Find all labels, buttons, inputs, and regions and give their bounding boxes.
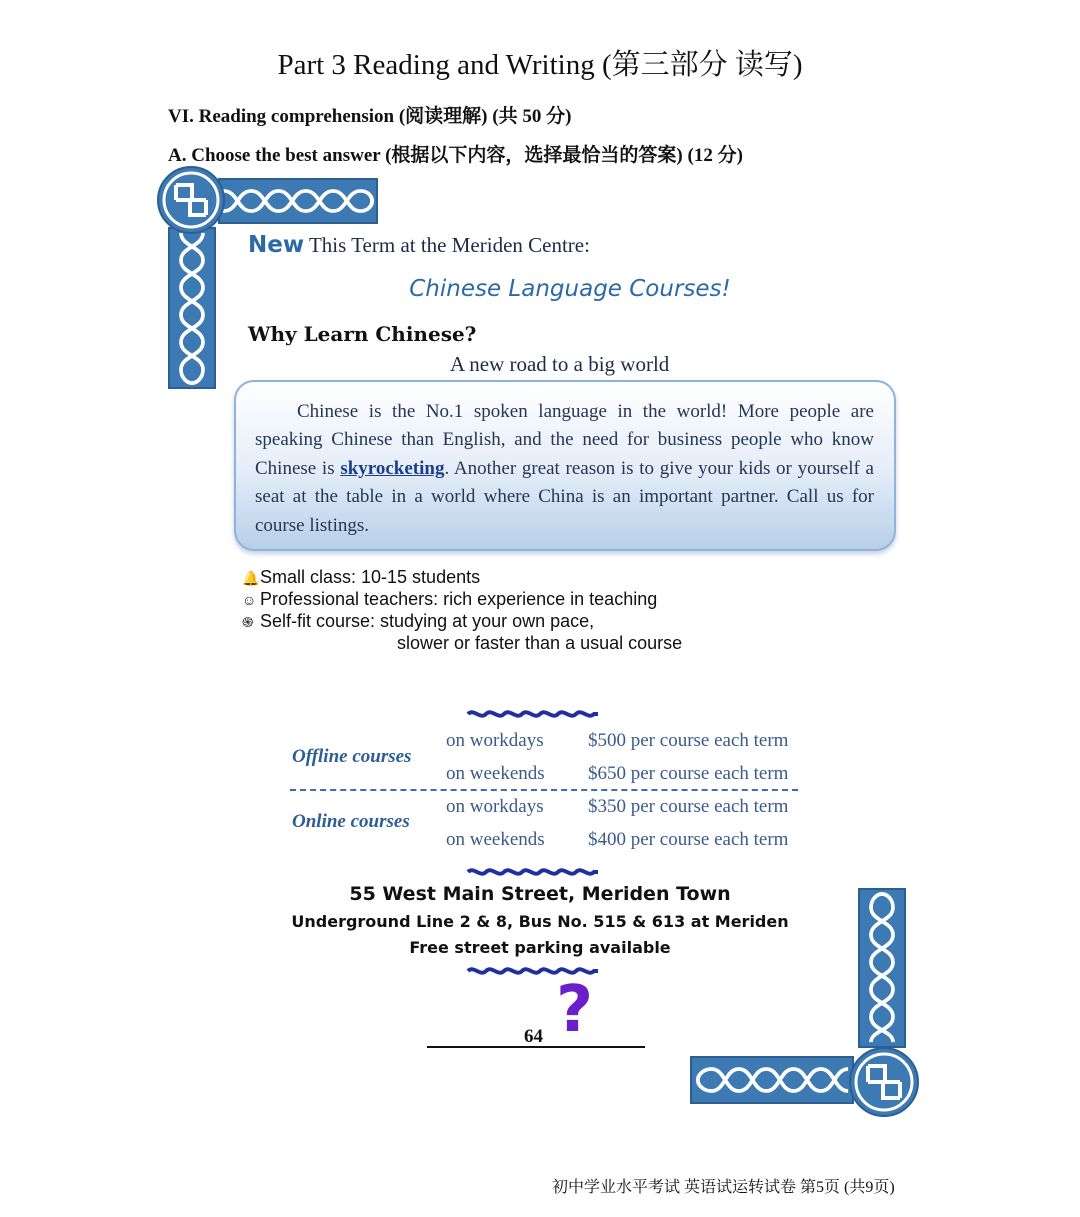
- price-when: on workdays: [446, 730, 544, 751]
- swirl-icon: ֍: [242, 614, 254, 630]
- price-when: on weekends: [446, 763, 545, 784]
- online-courses-label: Online courses: [292, 811, 410, 832]
- section-heading: VI. Reading comprehension (阅读理解) (共 50 分): [168, 106, 572, 127]
- intro-part1: Chinese is the No.1 spoken language in the world! More people are speaking Chinese than English, and the need for business people who know Chinese is: [255, 401, 874, 479]
- ad-new-term-line: [248, 232, 590, 258]
- feature-self-fit: [242, 611, 594, 632]
- new-term-text: This Term at the Meriden Centre:: [304, 233, 590, 257]
- why-heading: Why Learn Chinese?: [248, 322, 477, 346]
- dashed-separator: [290, 789, 798, 791]
- price-value: $400 per course each term: [588, 829, 789, 850]
- celtic-knot-horizontal: [218, 178, 378, 224]
- page-footer: 初中学业水平考试 英语试运转试卷 第5页 (共9页): [552, 1179, 895, 1196]
- feature-small-class: [242, 567, 480, 588]
- celtic-knot-vertical: [858, 888, 906, 1048]
- bell-icon: 🔔: [242, 570, 260, 586]
- question-number: 64: [524, 1026, 543, 1047]
- feature-text: Professional teachers: rich experience in teaching: [260, 589, 658, 609]
- feature-text: Small class: 10-15 students: [260, 567, 481, 587]
- celtic-medallion-icon: [156, 165, 226, 235]
- intro-box: [234, 380, 896, 551]
- address: 55 West Main Street, Meriden Town: [349, 883, 731, 905]
- part-title: Part 3 Reading and Writing (第三部分 读写): [277, 49, 803, 81]
- ad-title: Chinese Language Courses!: [409, 276, 731, 302]
- intro-keyword: skyrocketing: [340, 457, 445, 479]
- wave-divider-icon: [466, 866, 600, 878]
- price-value: $650 per course each term: [588, 763, 789, 784]
- feature-teachers: [242, 589, 657, 610]
- offline-courses-label: Offline courses: [292, 746, 412, 767]
- smiley-icon: ☺: [242, 592, 257, 608]
- answer-blank[interactable]: [427, 1046, 645, 1048]
- price-value: $350 per course each term: [588, 796, 789, 817]
- new-word: New: [248, 232, 305, 258]
- price-when: on workdays: [446, 796, 544, 817]
- celtic-knot-horizontal: [690, 1056, 854, 1104]
- sub-heading: A. Choose the best answer (根据以下内容，选择最恰当的答案) (12 分): [168, 145, 743, 166]
- question-mark-icon: ?: [556, 973, 594, 1047]
- price-value: $500 per course each term: [588, 730, 789, 751]
- feature-text: Self-fit course: studying at your own pace,: [260, 611, 595, 631]
- celtic-knot-vertical: [168, 227, 216, 389]
- celtic-frame-bottom-right: [690, 888, 922, 1120]
- price-when: on weekends: [446, 829, 545, 850]
- parking-info: Free street parking available: [409, 938, 671, 957]
- transit-info: Underground Line 2 & 8, Bus No. 515 & 613 at Meriden: [291, 912, 789, 931]
- intro-paragraph: [255, 398, 874, 540]
- intro-part2: . Another great reason is to give your kids or yourself a seat at the table in a world where China is an important partner. Call us for course listings.: [255, 457, 874, 536]
- celtic-medallion-icon: [848, 1046, 920, 1118]
- feature-self-fit-continued: slower or faster than a usual course: [397, 633, 683, 653]
- wave-divider-icon: [466, 708, 600, 720]
- ad-subtitle: A new road to a big world: [450, 352, 670, 376]
